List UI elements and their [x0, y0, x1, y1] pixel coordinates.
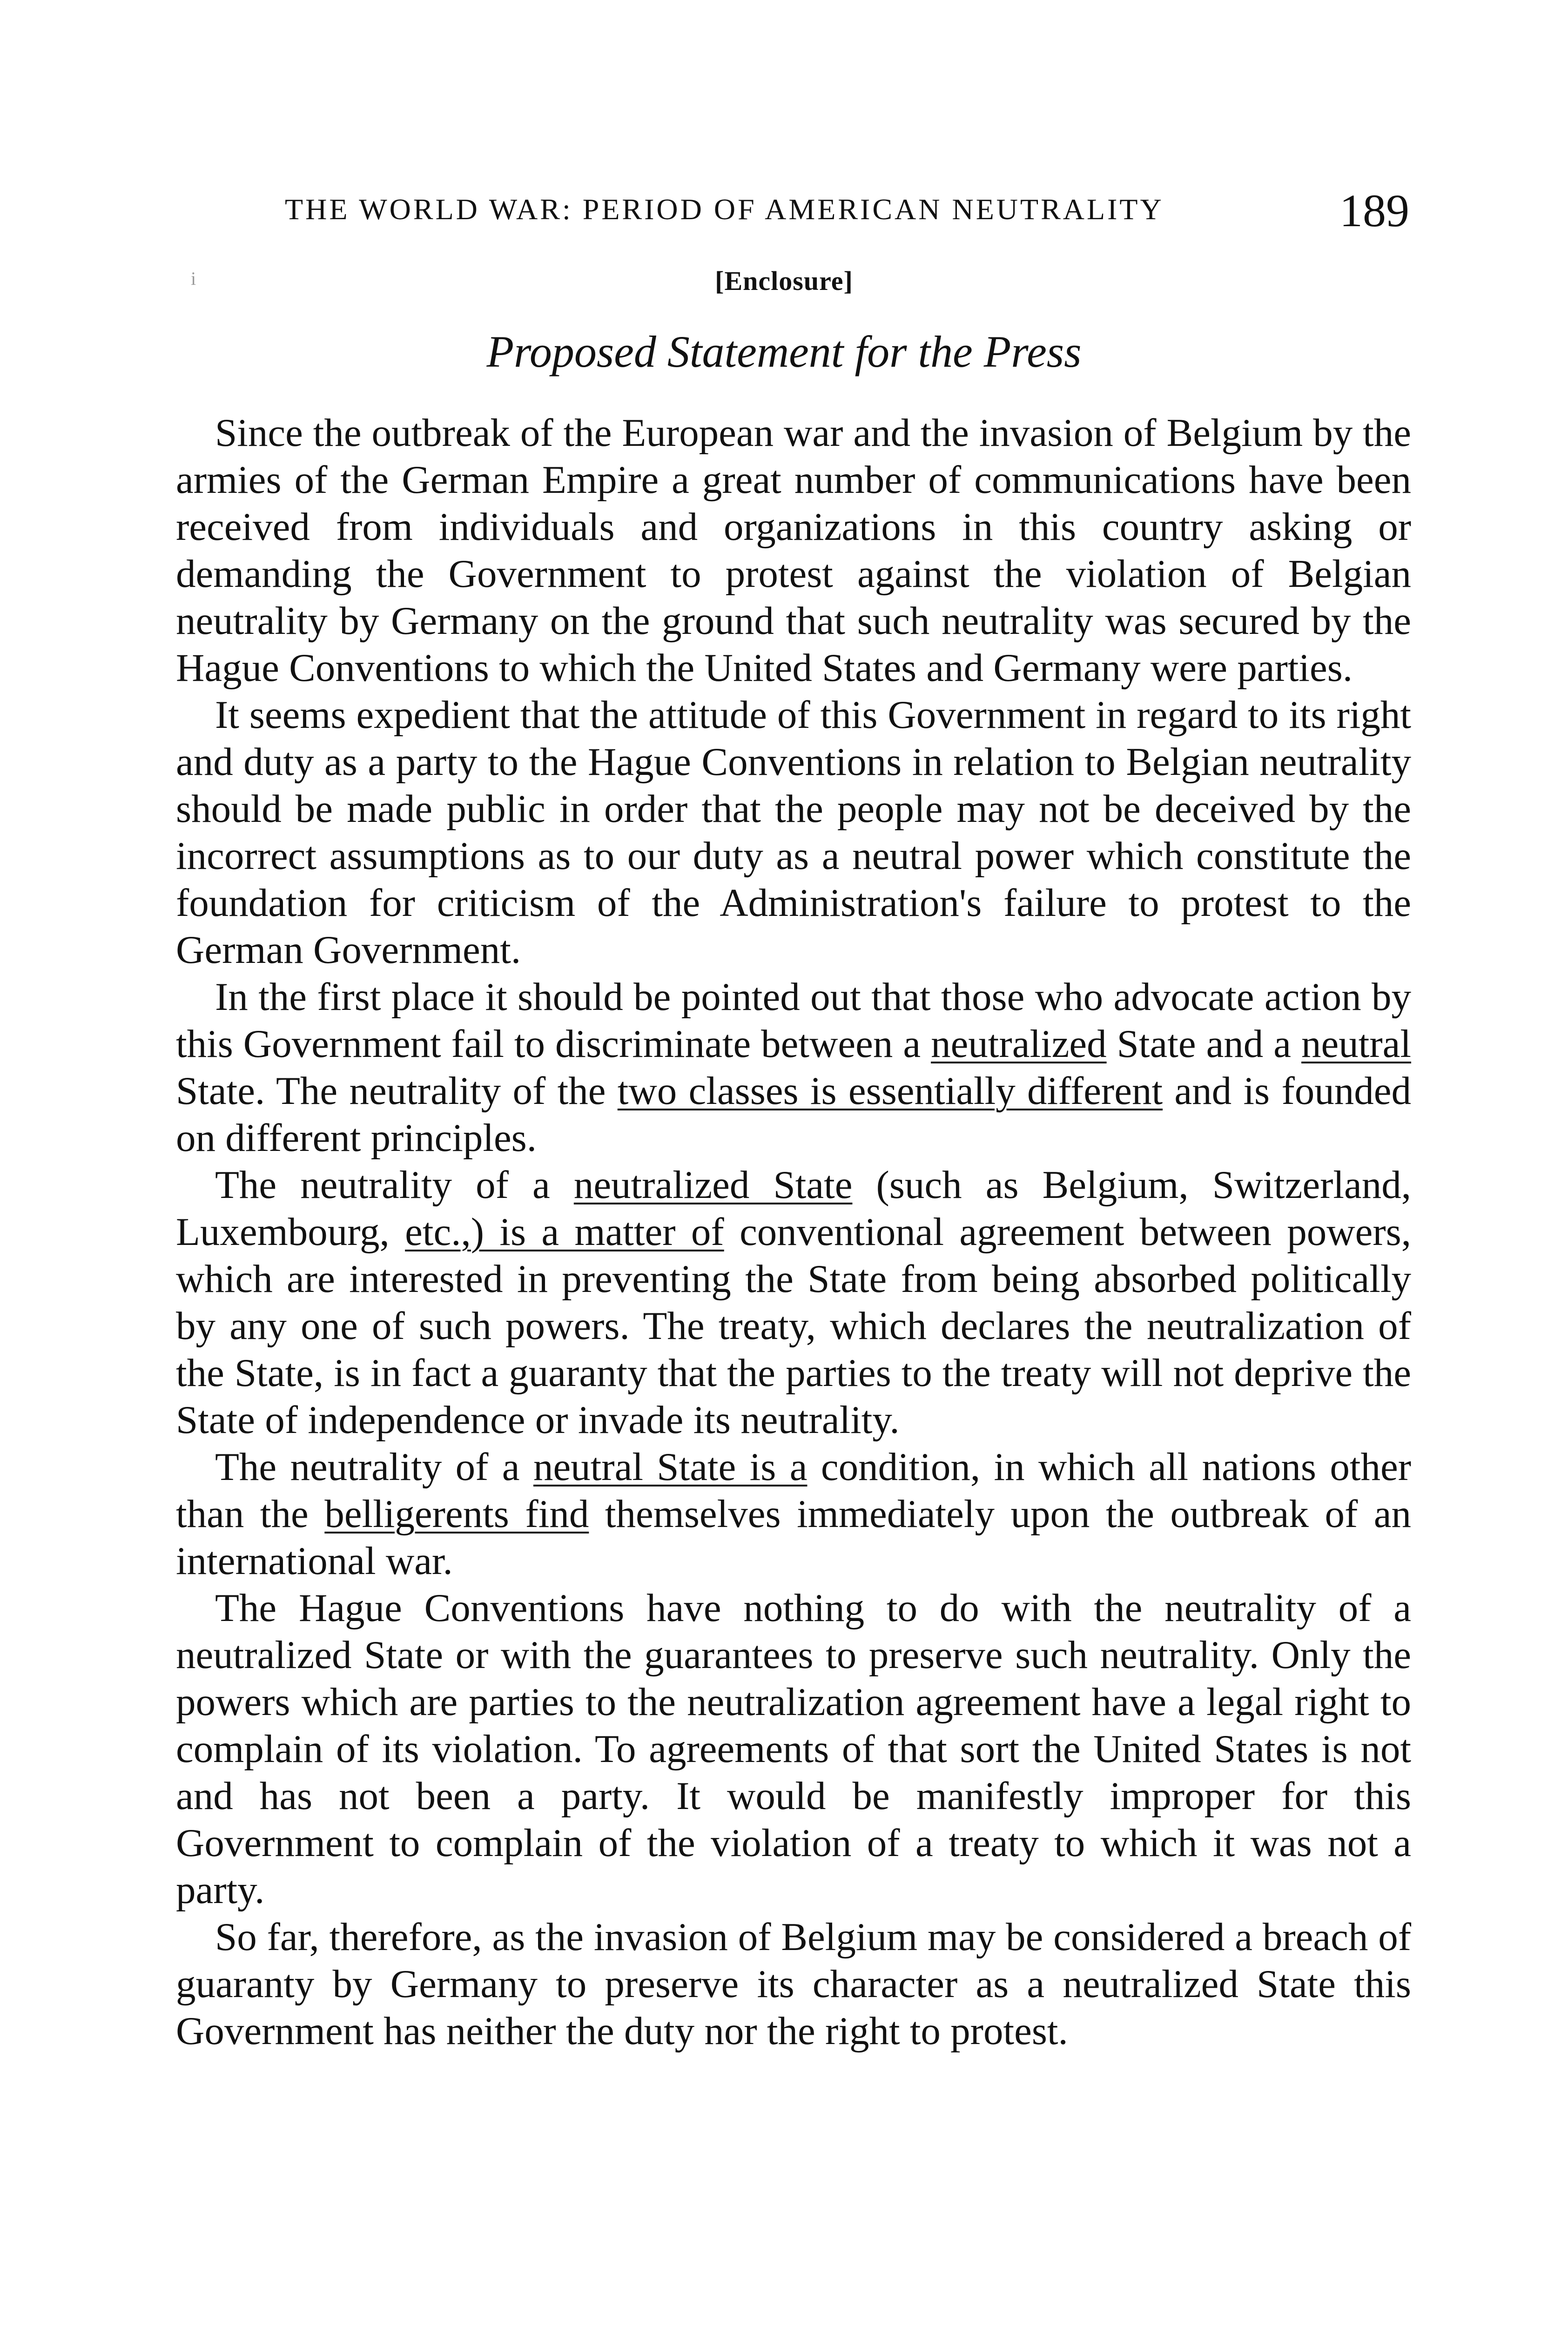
stray-mark: i: [191, 268, 196, 289]
paragraph-4-text-3: conventional agreement between powers, which are interested in preventing the State from being absorbed politically by any one of such powers. The treaty, which declares the neutralization of the State, is in fact a guaranty that the parties to the treaty will not deprive the State of independence or invade its neutrality.: [176, 1210, 1411, 1442]
underlined-neutral: neutral: [1301, 1022, 1412, 1066]
underlined-neutral-state: neutral State is a: [533, 1445, 808, 1489]
paragraph-1: Since the outbreak of the European war and the invasion of Belgium by the armies of the German Empire a great number of communications have been received from individuals and organizations in this country asking or demanding the Government to protest against the violation of Belgian neutrality by Germany on the ground that such neutrality was secured by the Hague Conventions to which the United States and Germany were parties.: [176, 411, 1411, 690]
paragraph-3-text-1: In the first place it should be pointed out that those who advocate action by this Government fail to discriminate between a: [176, 975, 1411, 1066]
paragraph-2: It seems expedient that the attitude of this Government in regard to its right and duty as a party to the Hague Conventions in relation to Belgian neutrality should be made public in order that the people may not be deceived by the incorrect assumptions as to our duty as a neutral power which constitute the foundation for criticism of the Administration's failure to protest to the German Government.: [176, 693, 1411, 972]
paragraph-4: [176, 1162, 1411, 1444]
underlined-matter-of: etc.,) is a matter of: [405, 1210, 724, 1254]
underlined-neutralized: neutralized: [931, 1022, 1107, 1066]
paragraph-7: So far, therefore, as the invasion of Belgium may be considered a breach of guaranty by Germany to preserve its character as a neutralized State this Government has neither the duty nor the right to protest.: [176, 1915, 1411, 2053]
paragraph-5-text-3: themselves immediately upon the outbreak of an international war.: [176, 1492, 1412, 1583]
paragraph-4-text-2: (such as Belgium, Switzerland, Luxembourg,: [176, 1163, 1412, 1254]
underlined-neutralized-state: neutralized State: [573, 1163, 853, 1207]
enclosure-label: [Enclosure]: [715, 266, 853, 296]
paragraph-3-text-2: State and a: [1117, 1022, 1292, 1066]
paragraph-5-text-1: The neutrality of a: [215, 1445, 520, 1489]
paragraph-3-text-4: and is founded on different principles.: [176, 1069, 1411, 1160]
underlined-two-classes: two classes is essentially different: [617, 1069, 1163, 1113]
underlined-belligerents: belligerents find: [324, 1492, 589, 1536]
paragraph-3: [176, 974, 1411, 1162]
page-number: 189: [1339, 185, 1409, 236]
running-head: [177, 184, 1409, 240]
paragraph-4-text-1: The neutrality of a: [215, 1163, 550, 1207]
body-text: [176, 410, 1411, 2055]
document-title: Proposed Statement for the Press: [486, 327, 1082, 377]
paragraph-5-text-2: condition, in which all nations other than the: [176, 1445, 1412, 1536]
paragraph-6: The Hague Conventions have nothing to do with the neutrality of a neutralized State or with the guarantees to preserve such neutrality. Only the powers which are parties to the neutralization agreement have a legal right to complain of its violation. To agreements of that sort the United States is not and has not been a party. It would be manifestly improper for this Government to complain of the violation of a treaty to which it was not a party.: [176, 1586, 1411, 1912]
paragraph-3-text-3: State. The neutrality of the: [176, 1069, 606, 1113]
running-title: THE WORLD WAR: PERIOD OF AMERICAN NEUTRALITY: [285, 193, 1164, 226]
paragraph-5: [176, 1444, 1411, 1585]
